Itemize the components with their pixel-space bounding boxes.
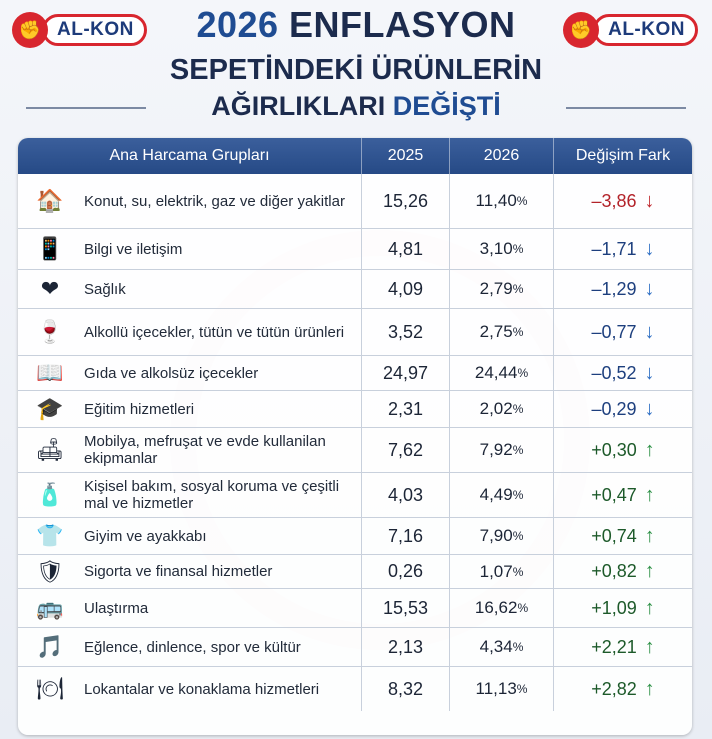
percent-sign: % [512, 443, 524, 457]
value-2026: 7,90 [479, 526, 513, 545]
title-word: ENFLASYON [289, 4, 516, 45]
value-2026: 3,10 [479, 239, 513, 258]
table-body [18, 174, 692, 711]
value-2026: 24,44 [474, 363, 518, 382]
table-header [18, 138, 692, 174]
change-cell [554, 174, 692, 228]
value-2026: 4,49 [479, 485, 513, 504]
percent-sign: % [512, 564, 524, 579]
title-divider-right [566, 107, 686, 109]
value-2025: 2,31 [362, 391, 450, 427]
value-2025: 15,53 [362, 589, 450, 627]
value-2026: 11,13 [475, 679, 517, 698]
group-cell [18, 391, 362, 427]
group-label: Sigorta ve finansal hizmetler [84, 563, 273, 580]
table-row [18, 309, 692, 356]
header-change: Değişim Fark [575, 147, 671, 164]
percent-sign: % [512, 402, 524, 416]
value-2025: 24,97 [362, 356, 450, 390]
percent-sign: % [516, 682, 528, 696]
arrow-down-icon: ↓ [644, 189, 655, 212]
arrow-up-icon: ↑ [644, 438, 655, 461]
group-cell [18, 667, 362, 711]
group-cell [18, 555, 362, 588]
title-word: AĞIRLIKLARI [211, 91, 386, 121]
group-cell [18, 270, 362, 308]
value-2026-cell [450, 555, 554, 588]
group-label: Ulaştırma [84, 599, 149, 617]
value-2025: 15,26 [362, 174, 450, 228]
page-title-line1 [0, 4, 712, 46]
arrow-up-icon: ↑ [644, 635, 655, 658]
percent-sign: % [516, 194, 528, 208]
group-cell [18, 628, 362, 666]
group-label: Giyim ve ayakkabı [84, 527, 207, 545]
heart-pulse-icon: ❤ [40, 276, 60, 301]
group-label: Konut, su, elektrik, gaz ve diğer yakitlar [84, 192, 345, 210]
change-cell [554, 229, 692, 269]
table-row [18, 270, 692, 309]
weights-table [18, 138, 692, 735]
change-cell [554, 309, 692, 355]
value-2026-cell [450, 391, 554, 427]
shield-coins-icon: 🛡 [36, 558, 64, 584]
percent-sign: % [512, 640, 524, 654]
change-cell [554, 270, 692, 308]
bus-icon: 🚌 [36, 595, 64, 620]
value-2026: 2,02 [479, 399, 513, 418]
title-divider-left [26, 107, 146, 109]
group-cell [18, 589, 362, 627]
value-2025: 2,13 [362, 628, 450, 666]
group-label: Alkollü içecekler, tütün ve tütün ürünleri [84, 323, 345, 341]
change-value: +2,21 [591, 636, 637, 657]
value-2025: 3,52 [362, 309, 450, 355]
title-highlight: DEĞİŞTİ [392, 91, 501, 121]
change-cell [554, 428, 692, 472]
value-2026-cell [450, 473, 554, 517]
table-row [18, 229, 692, 270]
mail-phone-icon: 📱 [36, 236, 64, 261]
value-2025: 4,81 [362, 229, 450, 269]
arrow-up-icon: ↑ [644, 596, 655, 619]
value-2026: 4,34 [479, 637, 513, 656]
plate-cutlery-icon: 🍽 [36, 676, 64, 701]
fist-icon: ✊ [12, 12, 48, 48]
value-2025: 4,09 [362, 270, 450, 308]
change-value: +0,82 [591, 561, 637, 581]
percent-sign: % [517, 601, 529, 615]
change-value: +2,82 [591, 678, 637, 699]
arrow-down-icon: ↓ [644, 277, 655, 300]
header-2025: 2025 [362, 138, 450, 174]
group-label: Gıda ve alkolsüz içecekler [84, 364, 259, 382]
change-cell [554, 391, 692, 427]
group-label: Eğitim hizmetleri [84, 400, 195, 418]
group-label: Mobilya, mefruşat ve evde kullanilan ekipmanlar [84, 433, 326, 467]
arrow-down-icon: ↓ [644, 361, 655, 384]
percent-sign: % [512, 488, 524, 502]
logo-text: AL-KON [593, 14, 698, 46]
change-value: +0,47 [591, 484, 637, 505]
change-value: –0,52 [591, 362, 637, 383]
arrow-down-icon: ↓ [644, 237, 655, 260]
fist-icon: ✊ [563, 12, 599, 48]
sofa-lamp-icon: 🛋 [36, 437, 64, 462]
shirt-shoe-icon: 👕 [36, 523, 64, 548]
arrow-up-icon: ↑ [644, 677, 655, 700]
change-cell [554, 555, 692, 588]
header-2026: 2026 [450, 138, 554, 174]
value-2026: 2,75 [479, 322, 513, 341]
group-cell [18, 473, 362, 517]
change-value: +1,09 [591, 597, 637, 618]
value-2025: 7,16 [362, 518, 450, 554]
change-value: +0,74 [591, 525, 637, 546]
table-row [18, 628, 692, 667]
group-label: Bilgi ve iletişim [84, 240, 183, 258]
value-2026-cell [450, 309, 554, 355]
change-value: –0,77 [591, 321, 637, 342]
value-2025: 0,26 [362, 555, 450, 588]
arrow-up-icon: ↑ [644, 560, 655, 582]
table-row [18, 667, 692, 711]
education-icon: 🎓 [36, 396, 64, 421]
change-cell [554, 356, 692, 390]
arrow-up-icon: ↑ [644, 524, 655, 547]
book-icon: 📖 [36, 360, 64, 385]
value-2026-cell [450, 589, 554, 627]
value-2026: 16,62 [474, 598, 518, 617]
group-cell [18, 356, 362, 390]
logo-text: AL-KON [42, 14, 147, 46]
percent-sign: % [517, 366, 529, 380]
page-title-line2: SEPETİNDEKİ ÜRÜNLERİN [169, 54, 543, 86]
change-value: –1,29 [591, 278, 637, 299]
value-2026-cell [450, 229, 554, 269]
table-row [18, 518, 692, 555]
change-cell [554, 473, 692, 517]
table-row [18, 356, 692, 391]
change-cell [554, 628, 692, 666]
group-cell [18, 174, 362, 228]
group-label: Lokantalar ve konaklama hizmetleri [84, 680, 320, 698]
table-row [18, 473, 692, 518]
group-cell [18, 229, 362, 269]
group-cell [18, 518, 362, 554]
change-value: –0,29 [591, 398, 637, 419]
change-cell [554, 667, 692, 711]
group-label: Sağlık [84, 280, 126, 298]
percent-sign: % [512, 325, 524, 339]
arrow-down-icon: ↓ [644, 397, 655, 420]
table-row [18, 589, 692, 628]
title-year: 2026 [196, 4, 279, 45]
wine-bottle-icon: 🍷 [36, 319, 64, 344]
value-2026-cell [450, 428, 554, 472]
table-row [18, 428, 692, 473]
header-group: Ana Harcama Grupları [18, 138, 362, 174]
change-cell [554, 589, 692, 627]
value-2026: 7,92 [479, 440, 513, 459]
value-2026: 11,40 [475, 191, 517, 210]
value-2025: 8,32 [362, 667, 450, 711]
change-value: –1,71 [591, 238, 637, 259]
group-label: Eğlence, dinlence, spor ve kültür [84, 638, 301, 656]
group-label: Kişisel bakım, sosyal koruma ve çeşitli mal ve hizmetler [84, 478, 340, 512]
change-cell [554, 518, 692, 554]
group-cell [18, 309, 362, 355]
table-row [18, 174, 692, 229]
arrow-down-icon: ↓ [644, 320, 655, 343]
change-value: –3,86 [591, 190, 637, 211]
percent-sign: % [512, 282, 524, 296]
value-2025: 7,62 [362, 428, 450, 472]
care-products-icon: 🧴 [36, 482, 64, 507]
value-2026: 2,79 [479, 279, 513, 298]
percent-sign: % [512, 242, 524, 256]
value-2026-cell [450, 518, 554, 554]
value-2026-cell [450, 628, 554, 666]
house-icon: 🏠 [36, 188, 64, 213]
change-value: +0,30 [591, 439, 637, 460]
value-2026-cell [450, 356, 554, 390]
leisure-icon: 🎵 [36, 634, 64, 659]
value-2025: 4,03 [362, 473, 450, 517]
value-2026-cell [450, 667, 554, 711]
percent-sign: % [512, 529, 524, 543]
table-row [18, 391, 692, 428]
arrow-up-icon: ↑ [644, 483, 655, 506]
value-2026-cell [450, 270, 554, 308]
value-2026: 1,07 [479, 561, 513, 581]
group-cell [18, 428, 362, 472]
value-2026-cell [450, 174, 554, 228]
table-row [18, 555, 692, 589]
